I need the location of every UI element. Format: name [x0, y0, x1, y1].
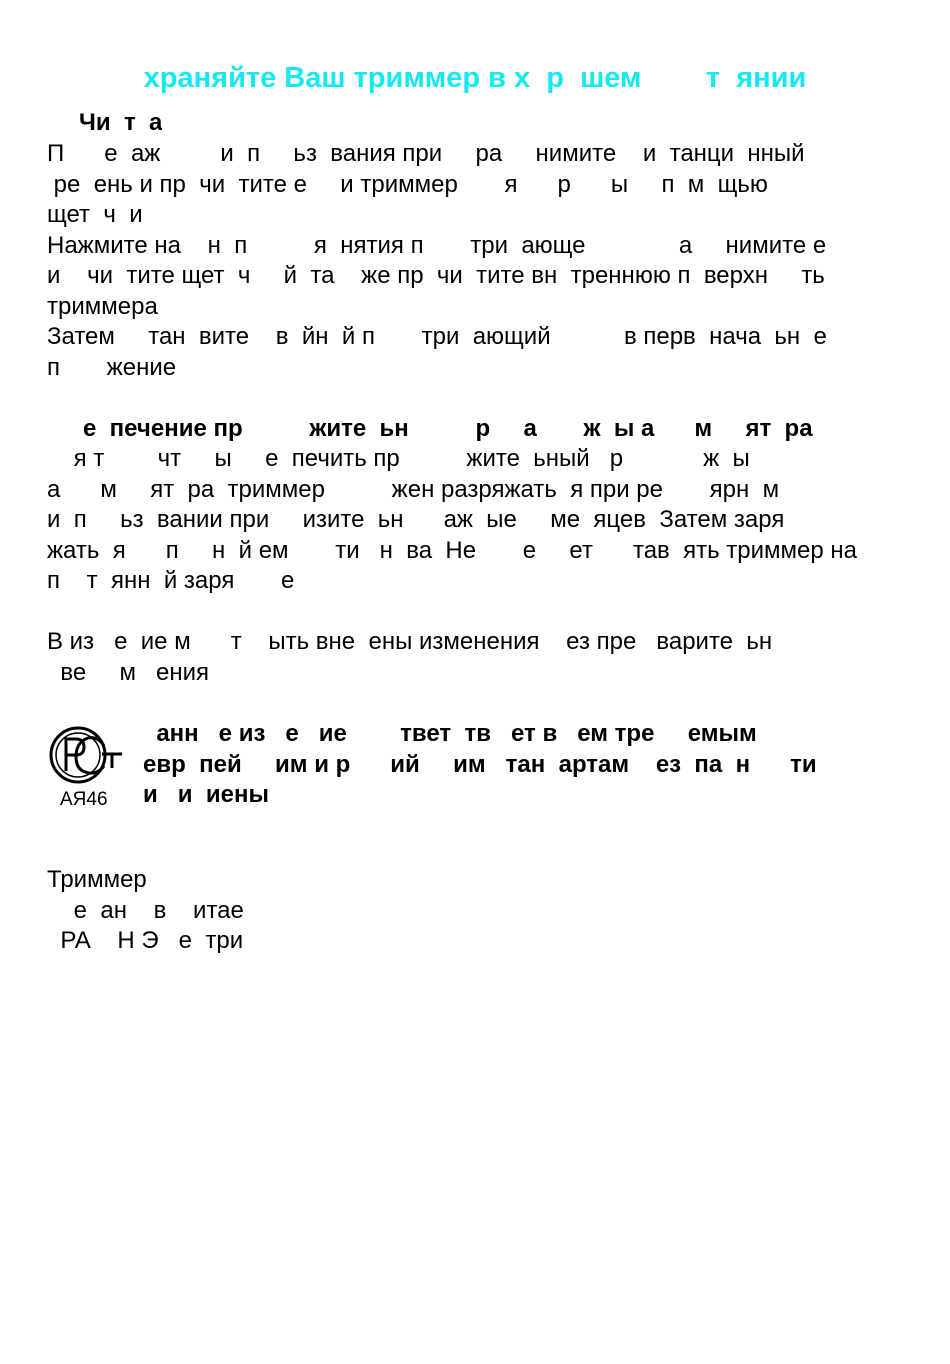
text-line: триммера	[47, 292, 158, 320]
battery-instructions	[47, 444, 927, 597]
text-line: евр пей им и р ий им тан артам ез па н ти	[143, 750, 817, 778]
text-line: ре ень и пр чи тите е и триммер я р ы п м щью	[47, 170, 768, 198]
product-info	[47, 865, 927, 957]
certification-code: АЯ46	[60, 789, 108, 810]
text-line: п жение	[47, 353, 177, 381]
text-line: п т янн й заря е	[47, 567, 295, 594]
text-line: В из е ие м т ыть вне ены изменения ез пре варите ьн	[47, 628, 773, 655]
text-line: и п ьз вании при изите ьн аж ые ме яцев Затем заря	[47, 506, 785, 533]
text-line: Триммер	[47, 866, 147, 893]
certification-logo-icon	[46, 724, 130, 812]
cleaning-heading: Чи т а	[79, 109, 163, 136]
text-line: РА Н Э е три	[47, 927, 244, 954]
text-line: щет ч и	[47, 201, 143, 228]
text-line: и и иены	[143, 781, 269, 808]
text-line: жать я п н й ем ти н ва Не е ет тав ять триммер на	[47, 536, 858, 564]
cleaning-instructions	[47, 139, 927, 383]
text-line: Нажмите на н п я нятия п три ающе а нимите е	[47, 231, 827, 259]
text-line: анн е из е ие твет тв ет в ем тре емым	[143, 720, 757, 747]
text-line: П е аж и п ьз вания при ра нимите и танци нный	[47, 140, 805, 167]
certification-statement	[143, 719, 933, 811]
change-notice	[47, 627, 927, 688]
text-line: Затем тан вите в йн й п три ающий в перв нача ьн е	[47, 323, 827, 350]
battery-heading: е печение пр жите ьн р а ж ы а м ят ра	[83, 415, 813, 442]
text-line: а м ят ра триммер жен разряжать я при ре ярн м	[47, 475, 780, 503]
text-line: е ан в итае	[47, 896, 244, 924]
text-line: я т чт ы е печить пр жите ьный р ж ы	[47, 445, 750, 472]
page-title: храняйте Ваш триммер в х р шем т янии	[143, 62, 807, 94]
text-line: и чи тите щет ч й та же пр чи тите вн треннюю п верхн ть	[47, 262, 825, 289]
text-line: ве м ения	[47, 658, 210, 686]
